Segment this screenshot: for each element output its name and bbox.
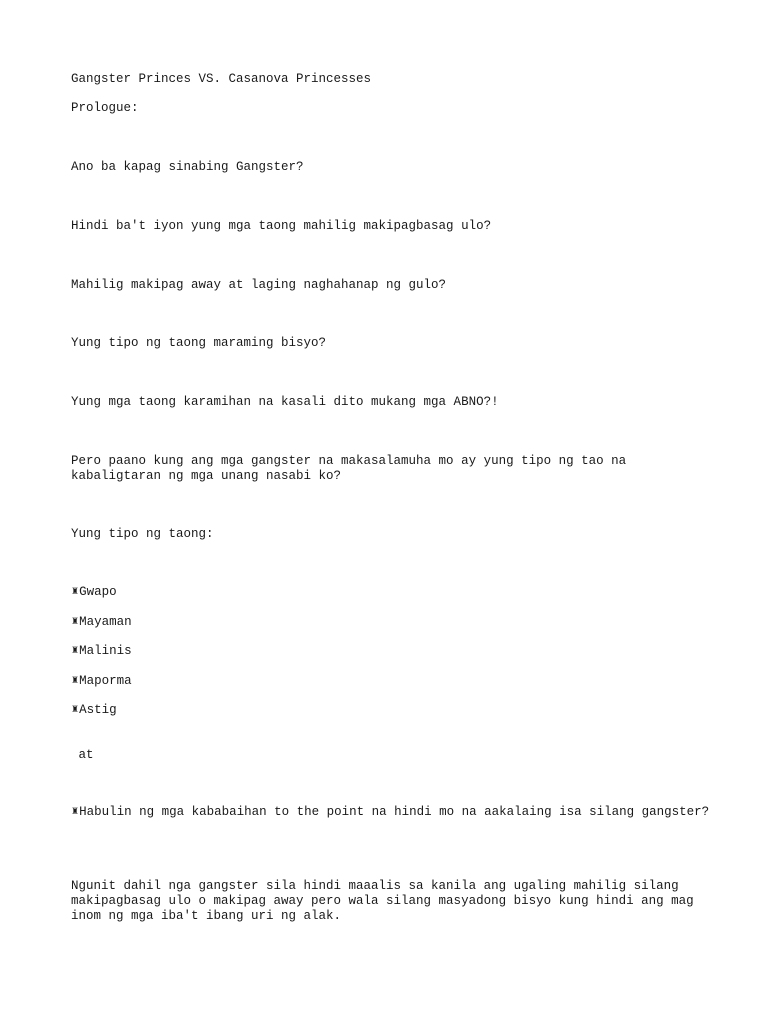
rook-bullet-icon: ♜ [71, 705, 80, 715]
paragraph: Pero paano kung ang mga gangster na makasalamuha mo ay yung tipo ng tao na kabaligtaran ng mga unang nasabi ko? [71, 454, 634, 483]
prologue-heading: Prologue: [71, 101, 139, 115]
paragraph: Yung tipo ng taong maraming bisyo? [71, 336, 327, 350]
trait-list-item [71, 674, 711, 689]
closing-paragraph: Ngunit dahil nga gangster sila hindi maaalis sa kanila ang ugaling mahilig silang makipagbasag ulo o makipag away pero wala silang masyadong bisyo kung hindi ang mag inom ng mga iba't ibang uri ng alak. [71, 879, 702, 923]
trait-label: Malinis [79, 644, 132, 658]
trait-list-item [71, 615, 711, 630]
trait-label: Astig [79, 703, 117, 717]
rook-bullet-icon: ♜ [71, 587, 80, 597]
trait-list-item [71, 585, 711, 600]
rook-bullet-icon: ♜ [71, 646, 80, 656]
rook-bullet-icon: ♜ [71, 617, 80, 627]
paragraph: Yung mga taong karamihan na kasali dito mukang mga ABNO?! [71, 395, 499, 409]
trait-list-item [71, 703, 711, 718]
document-title: Gangster Princes VS. Casanova Princesses [71, 72, 372, 86]
trait-label: Maporma [79, 674, 132, 688]
paragraph: Ano ba kapag sinabing Gangster? [71, 160, 304, 174]
trait-label: Mayaman [79, 615, 132, 629]
paragraph: Hindi ba't iyon yung mga taong mahilig makipagbasag ulo? [71, 219, 492, 233]
trait-list-item [71, 644, 711, 659]
rook-bullet-icon: ♜ [71, 676, 80, 686]
trait-list-item [71, 805, 711, 820]
paragraph: Mahilig makipag away at laging naghahanap ng gulo? [71, 278, 447, 292]
paragraph: Yung tipo ng taong: [71, 527, 214, 541]
rook-bullet-icon: ♜ [71, 807, 80, 817]
conjunction-text: at [71, 748, 94, 762]
trait-label: Gwapo [79, 585, 117, 599]
trait-label: Habulin ng mga kababaihan to the point na hindi mo na aakalaing isa silang gangster? [79, 805, 710, 819]
